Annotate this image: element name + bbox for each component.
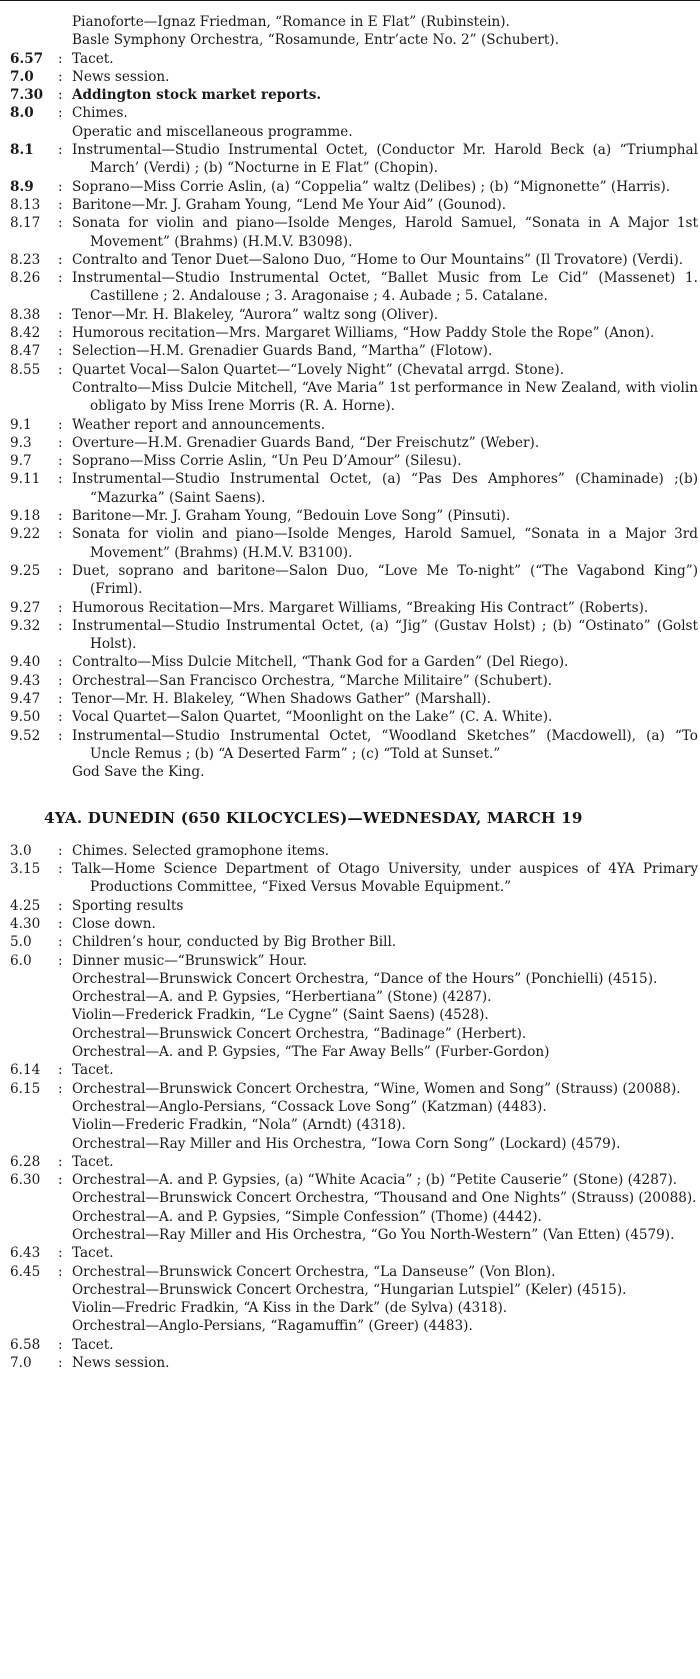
programme-item: Instrumental—Studio Instrumental Octet, “Woodland Sketches” (Macdowell), (a) “To Uncle Remus ; (b) “A Deserted Farm” ; (c) “Told at Sunset.” [72, 727, 698, 762]
time-separator: : [58, 709, 63, 726]
entry-time: 6.28 [10, 1153, 41, 1170]
programme-entry [10, 1061, 698, 1079]
time-separator: : [58, 306, 63, 323]
entry-time: 8.23 [10, 251, 41, 268]
programme-entry [10, 68, 698, 86]
entry-content [72, 251, 698, 269]
programme-item: Orchestral—Brunswick Concert Orchestra, “Wine, Women and Song” (Strauss) (20088). [72, 1080, 681, 1097]
programme-item: Selection—H.M. Grenadier Guards Band, “Martha” (Flotow). [72, 343, 493, 360]
programme-item: Baritone—Mr. J. Graham Young, “Bedouin Love Song” (Pinsuti). [72, 508, 511, 525]
programme-entry [10, 141, 698, 178]
time-separator: : [58, 654, 63, 671]
entry-content [72, 842, 698, 860]
time-separator: : [58, 727, 63, 744]
programme-entry [10, 342, 698, 360]
programme-item: Overture—H.M. Grenadier Guards Band, “Der Freischutz” (Weber). [72, 434, 540, 451]
entry-content [72, 214, 698, 251]
entry-time: 9.7 [10, 453, 32, 470]
programme-item: Tenor—Mr. H. Blakeley, “Aurora” waltz song (Oliver). [72, 306, 439, 323]
programme-entry [10, 452, 698, 470]
programme-item: News session. [72, 1355, 170, 1372]
top-rule [0, 0, 700, 1]
entry-time: 8.0 [10, 105, 34, 122]
programme-item: Quartet Vocal—Salon Quartet—“Lovely Night” (Chevatal arrgd. Stone). [72, 361, 565, 378]
programme-entry [10, 842, 698, 860]
time-separator: : [58, 270, 63, 287]
entry-content [72, 1263, 698, 1281]
programme-item: Tenor—Mr. H. Blakeley, “When Shadows Gather” (Marshall). [72, 690, 491, 707]
entry-content [72, 897, 698, 915]
programme-item: Orchestral—Ray Miller and His Orchestra, “Go You North-Western” (Van Etten) (4579). [72, 1227, 675, 1243]
time-separator: : [58, 178, 63, 195]
time-separator: : [58, 105, 63, 122]
time-separator: : [58, 915, 63, 932]
entry-content [72, 68, 698, 86]
time-separator: : [58, 142, 63, 159]
programme-entry [10, 1080, 698, 1098]
time-separator: : [58, 68, 63, 85]
entry-time: 9.43 [10, 672, 41, 689]
time-separator: : [58, 690, 63, 707]
programme-item: Orchestral—Brunswick Concert Orchestra, “Hungarian Lutspiel” (Keler) (4515). [72, 1281, 627, 1298]
entry-time: 9.18 [10, 508, 41, 525]
programme-entry [10, 915, 698, 933]
entry-content [72, 952, 698, 970]
entry-time: 8.13 [10, 196, 41, 213]
entry-time: 3.15 [10, 861, 41, 878]
entry-time: 8.9 [10, 178, 34, 195]
entry-time: 6.57 [10, 50, 44, 67]
time-separator: : [58, 897, 63, 914]
programme-item: Tacet. [72, 1153, 114, 1170]
programme-item: Soprano—Miss Corrie Aslin, “Un Peu D’Amour” (Silesu). [72, 453, 462, 470]
programme-entry [10, 1153, 698, 1171]
programme-entry [10, 952, 698, 970]
programme-item: Addington stock market reports. [72, 87, 322, 104]
entry-time: 6.45 [10, 1263, 41, 1280]
programme-item: Violin—Frederic Fradkin, “Nola” (Arndt) (4318). [72, 1117, 406, 1134]
programme-item: Sporting results [72, 897, 184, 914]
entry-content [72, 434, 698, 452]
programme-entry [10, 653, 698, 671]
entry-content [72, 1244, 698, 1262]
entry-time: 6.0 [10, 952, 32, 969]
entry-time: 3.0 [10, 842, 32, 859]
time-separator: : [58, 934, 63, 951]
programme-entry [10, 470, 698, 507]
programme-entry [10, 178, 698, 196]
entry-time: 9.47 [10, 690, 41, 707]
programme-item: Orchestral—Ray Miller and His Orchestra, “Iowa Corn Song” (Lockard) (4579). [72, 1135, 621, 1152]
entry-time: 5.0 [10, 934, 32, 951]
entry-content [72, 1153, 698, 1171]
programme-item: Contralto—Miss Dulcie Mitchell, “Ave Maria” 1st performance in New Zealand, with violin obligato by Miss Irene Morris (R. A. Horne). [72, 379, 698, 415]
entry-content [72, 562, 698, 599]
entry-content [72, 306, 698, 324]
entry-time: 8.55 [10, 361, 41, 378]
time-separator: : [58, 251, 63, 268]
programme-entry [10, 690, 698, 708]
programme-entry [10, 617, 698, 654]
programme-entry [10, 104, 698, 122]
programme-item: Orchestral—A. and P. Gypsies, “Herbertiana” (Stone) (4287). [72, 989, 492, 1006]
programme-item: Instrumental—Studio Instrumental Octet, (Conductor Mr. Harold Beck (a) “Triumphal March’ (Verdi) ; (b) “Nocturne in E Flat” (Chopin). [72, 142, 698, 177]
entry-content [72, 915, 698, 933]
time-separator: : [58, 508, 63, 525]
programme-item: Orchestral—San Francisco Orchestra, “Marche Militaire” (Schubert). [72, 672, 553, 689]
entry-time: 9.3 [10, 434, 32, 451]
programme-item: Pianoforte—Ignaz Friedman, “Romance in E Flat” (Rubinstein). [72, 14, 510, 30]
programme-entry [10, 860, 698, 897]
time-separator: : [58, 526, 63, 543]
entry-time: 9.1 [10, 416, 32, 433]
programme-item: Orchestral—A. and P. Gypsies, (a) “White Acacia” ; (b) “Petite Causerie” (Stone) (4287). [72, 1172, 678, 1189]
programme-entry [10, 708, 698, 726]
entry-content [72, 86, 698, 104]
programme-entry [10, 361, 698, 379]
programme-entry [10, 1263, 698, 1281]
entry-time: 8.38 [10, 306, 41, 323]
programme-entry [10, 324, 698, 342]
entry-content [72, 507, 698, 525]
entry-time: 9.40 [10, 654, 41, 671]
programme-item: Orchestral—Brunswick Concert Orchestra, “Badinage” (Herbert). [72, 1025, 527, 1042]
entry-content [72, 933, 698, 951]
entry-time: 6.14 [10, 1062, 41, 1079]
time-separator: : [58, 1245, 63, 1262]
entry-content [72, 653, 698, 671]
entry-time: 9.32 [10, 617, 41, 634]
entry-content [72, 342, 698, 360]
programme-item: Instrumental—Studio Instrumental Octet, (a) “Jig” (Gustav Holst) ; (b) “Ostinato” (Golst Holst). [72, 617, 698, 653]
entry-content [72, 860, 698, 897]
entry-time: 8.26 [10, 270, 41, 287]
time-separator: : [58, 672, 63, 689]
entry-time: 9.52 [10, 727, 41, 744]
entry-time: 8.47 [10, 343, 41, 360]
programme-entry [10, 416, 698, 434]
time-separator: : [58, 1080, 63, 1097]
time-separator: : [58, 453, 63, 470]
entry-content [72, 1061, 698, 1079]
entry-content [72, 470, 698, 507]
programme-entry [10, 269, 698, 306]
programme-item: Orchestral—A. and P. Gypsies, “Simple Confession” (Thome) (4442). [72, 1208, 542, 1225]
programme-entry [10, 525, 698, 562]
programme-item: God Save the King. [72, 764, 205, 781]
programme-entry [10, 306, 698, 324]
entry-content [72, 178, 698, 196]
programme-item: Humorous Recitation—Mrs. Margaret Williams, “Breaking His Contract” (Roberts). [72, 599, 649, 616]
time-separator: : [58, 325, 63, 342]
time-separator: : [58, 50, 63, 67]
entry-content [72, 196, 698, 214]
entry-time: 7.0 [10, 68, 34, 85]
programme-entry [10, 727, 698, 764]
programme-entry [10, 507, 698, 525]
entry-time: 9.11 [10, 471, 41, 488]
entry-time: 8.1 [10, 142, 34, 159]
entry-content [72, 269, 698, 306]
entry-content [72, 416, 698, 434]
time-separator: : [58, 1263, 63, 1280]
programme-entry [10, 599, 698, 617]
entry-time: 9.25 [10, 562, 41, 579]
entry-content [72, 1336, 698, 1354]
time-separator: : [58, 952, 63, 969]
programme-entry [10, 897, 698, 915]
time-separator: : [58, 1172, 63, 1189]
time-separator: : [58, 1153, 63, 1170]
entry-time: 6.15 [10, 1080, 41, 1097]
programme-entry [10, 196, 698, 214]
programme-item: Contralto and Tenor Duet—Salono Duo, “Home to Our Mountains” (Il Trovatore) (Verdi). [72, 251, 684, 268]
time-separator: : [58, 562, 63, 579]
time-separator: : [58, 196, 63, 213]
programme-item: Baritone—Mr. J. Graham Young, “Lend Me Your Aid” (Gounod). [72, 196, 507, 213]
programme-item: Orchestral—A. and P. Gypsies, “The Far Away Bells” (Furber-Gordon) [72, 1044, 550, 1061]
entry-time: 4.30 [10, 915, 41, 932]
entry-time: 7.30 [10, 87, 44, 104]
entry-content [72, 1171, 698, 1189]
programme-item: Duet, soprano and baritone—Salon Duo, “Love Me To-night” (“The Vagabond King”) (Friml). [72, 562, 698, 598]
time-separator: : [58, 1336, 63, 1353]
programme-entry [10, 1244, 698, 1262]
programme-item: Operatic and miscellaneous programme. [72, 123, 353, 140]
time-separator: : [58, 471, 63, 488]
entry-content [72, 599, 698, 617]
time-separator: : [58, 617, 63, 634]
programme-item: Orchestral—Brunswick Concert Orchestra, “La Danseuse” (Von Blon). [72, 1263, 556, 1280]
time-separator: : [58, 1062, 63, 1079]
radio-programme-page [10, 13, 698, 1372]
programme-item: Tacet. [72, 1062, 114, 1079]
entry-time: 6.58 [10, 1336, 41, 1353]
time-separator: : [58, 861, 63, 878]
entry-content [72, 104, 698, 122]
entry-content [72, 525, 698, 562]
time-separator: : [58, 87, 63, 104]
entry-content [72, 727, 698, 764]
time-separator: : [58, 1355, 63, 1372]
programme-item: Orchestral—Brunswick Concert Orchestra, “Thousand and One Nights” (Strauss) (20088). [72, 1190, 697, 1207]
entry-time: 6.30 [10, 1172, 41, 1189]
programme-item: Orchestral—Brunswick Concert Orchestra, “Dance of the Hours” (Ponchielli) (4515). [72, 970, 658, 987]
programme-item: Vocal Quartet—Salon Quartet, “Moonlight on the Lake” (C. A. White). [72, 709, 553, 726]
programme-item: Tacet. [72, 1245, 114, 1262]
programme-entry [10, 1336, 698, 1354]
programme-entry [10, 251, 698, 269]
programme-item: Orchestral—Anglo-Persians, “Cossack Love Song” (Katzman) (4483). [72, 1098, 547, 1115]
programme-item: News session. [72, 68, 170, 85]
entry-time: 8.42 [10, 325, 41, 342]
time-separator: : [58, 599, 63, 616]
time-separator: : [58, 416, 63, 433]
entry-content [72, 672, 698, 690]
programme-item: Chimes. [72, 105, 128, 122]
programme-item: Basle Symphony Orchestra, “Rosamunde, Entr’acte No. 2” (Schubert). [72, 32, 560, 49]
programme-item: Instrumental—Studio Instrumental Octet, (a) “Pas Des Amphores” (Chaminade) ;(b) “Mazurka” (Saint Saens). [72, 471, 698, 506]
programme-item: Weather report and announcements. [72, 416, 326, 433]
programme-item: Dinner music—“Brunswick” Hour. [72, 952, 307, 969]
programme-entry [10, 1354, 698, 1372]
programme-item: Violin—Fredric Fradkin, “A Kiss in the Dark” (de Sylva) (4318). [72, 1300, 508, 1317]
time-separator: : [58, 434, 63, 451]
station-heading: 4YA. DUNEDIN (650 KILOCYCLES)—WEDNESDAY, MARCH 19 [44, 809, 583, 828]
programme-item: Close down. [72, 915, 156, 932]
programme-entry [10, 434, 698, 452]
entry-content [72, 690, 698, 708]
time-separator: : [58, 343, 63, 360]
programme-item: Sonata for violin and piano—Isolde Menges, Harold Samuel, “Sonata in a Major 3rd Movement” (Brahms) (H.M.V. B3100). [72, 526, 698, 561]
entry-content [72, 324, 698, 342]
time-separator: : [58, 842, 63, 859]
entry-time: 8.17 [10, 215, 41, 232]
entry-time: 7.0 [10, 1355, 32, 1372]
entry-content [72, 1354, 698, 1372]
entry-content [72, 708, 698, 726]
programme-item: Sonata for violin and piano—Isolde Menges, Harold Samuel, “Sonata in A Major 1st Movement” (Brahms) (H.M.V. B3098). [72, 215, 698, 250]
programme-item: Humorous recitation—Mrs. Margaret Williams, “How Paddy Stole the Rope” (Anon). [72, 325, 655, 342]
entry-content [72, 617, 698, 654]
time-separator: : [58, 215, 63, 232]
time-separator: : [58, 361, 63, 378]
programme-entry [10, 933, 698, 951]
entry-time: 4.25 [10, 897, 41, 914]
programme-entry [10, 86, 698, 104]
programme-section [10, 809, 698, 1372]
programme-item: Chimes. Selected gramophone items. [72, 842, 330, 859]
programme-item: Contralto—Miss Dulcie Mitchell, “Thank God for a Garden” (Del Riego). [72, 654, 569, 671]
programme-entry [10, 672, 698, 690]
programme-entry [10, 50, 698, 68]
programme-section [10, 13, 698, 781]
entry-content [72, 1080, 698, 1098]
entry-time: 9.22 [10, 526, 41, 543]
entry-content [72, 452, 698, 470]
programme-item: Violin—Frederick Fradkin, “Le Cygne” (Saint Saens) (4528). [72, 1007, 489, 1024]
programme-entry [10, 562, 698, 599]
programme-item: Children’s hour, conducted by Big Brother Bill. [72, 934, 397, 951]
entry-content [72, 361, 698, 379]
programme-item: Tacet. [72, 1336, 114, 1353]
programme-item: Orchestral—Anglo-Persians, “Ragamuffin” (Greer) (4483). [72, 1318, 473, 1335]
entry-time: 6.43 [10, 1245, 41, 1262]
programme-item: Instrumental—Studio Instrumental Octet, “Ballet Music from Le Cid” (Massenet) 1. Castillene ; 2. Andalouse ; 3. Aragonaise ; 4. Aubade ; 5. Catalane. [72, 270, 698, 305]
programme-entry [10, 1171, 698, 1189]
programme-entry [10, 214, 698, 251]
programme-item: Talk—Home Science Department of Otago University, under auspices of 4YA Primary Productions Committee, “Fixed Versus Movable Equipment.” [72, 861, 698, 896]
entry-content [72, 50, 698, 68]
programme-item: Soprano—Miss Corrie Aslin, (a) “Coppelia” waltz (Delibes) ; (b) “Mignonette” (Harris). [72, 178, 671, 195]
programme-item: Tacet. [72, 50, 114, 67]
entry-time: 9.27 [10, 599, 41, 616]
entry-content [72, 141, 698, 178]
entry-time: 9.50 [10, 709, 41, 726]
